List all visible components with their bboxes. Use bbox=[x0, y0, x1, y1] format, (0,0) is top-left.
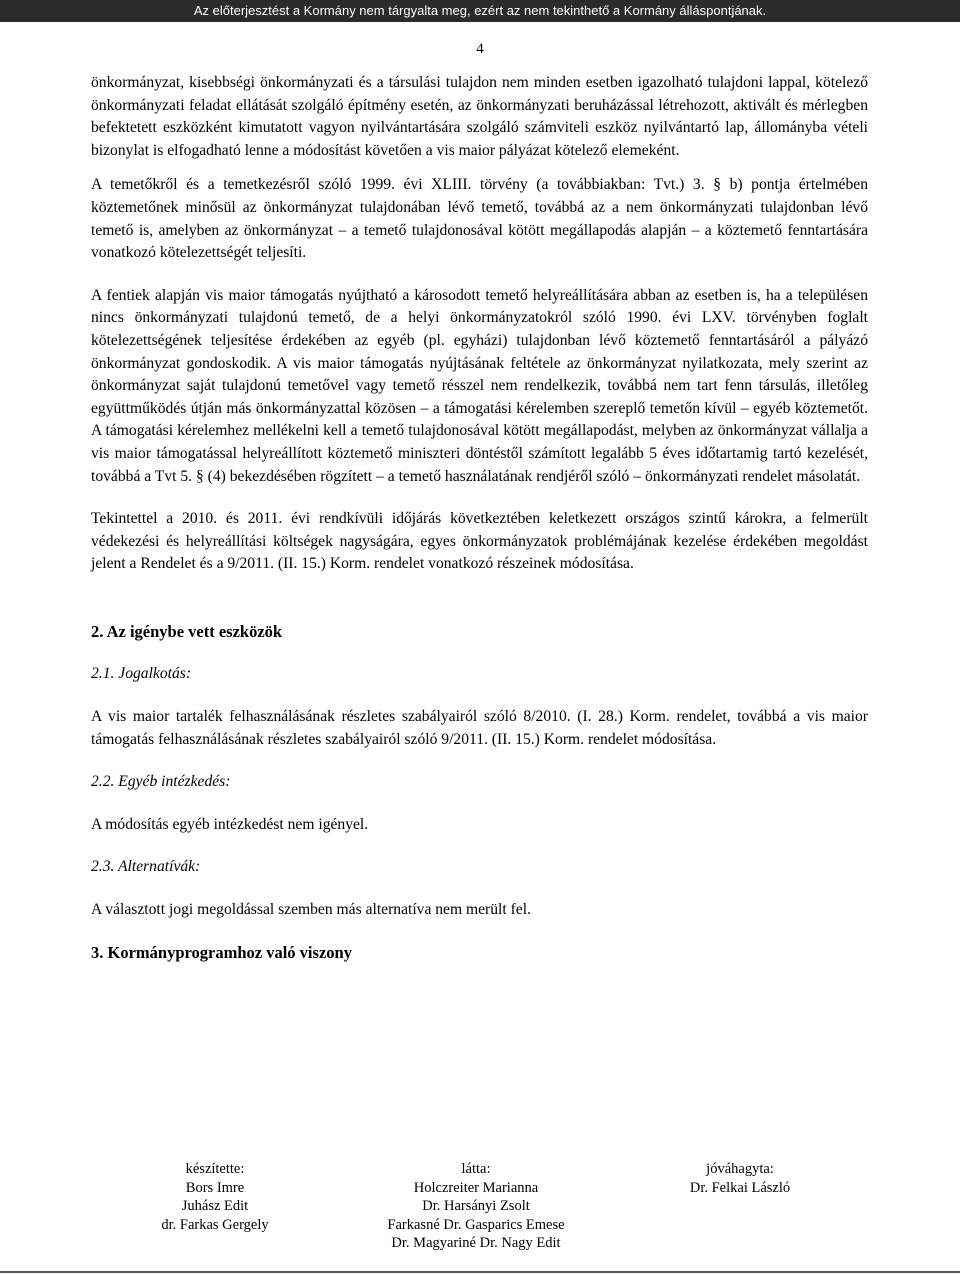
prepared-by-label: készítette: bbox=[185, 1161, 245, 1177]
seen-by-column bbox=[370, 1160, 582, 1253]
prepared-by-name: Juhász Edit bbox=[181, 1198, 249, 1214]
seen-by-name: Holczreiter Marianna bbox=[413, 1179, 539, 1196]
subsection-heading-2-3: 2.3. Alternatívák: bbox=[91, 858, 201, 876]
prepared-by-column bbox=[150, 1160, 280, 1234]
seen-by-name: Farkasné Dr. Gasparics Emese bbox=[387, 1216, 565, 1233]
paragraph-2: A temetőkről és a temetkezésről szóló 1999. évi XLIII. törvény (a továbbiakban: Tvt.) 3. § b) pontja értelmében köztemetőnek minősül az önkormányzat tulajdonában lévő temető, továbbá az a nem önkormányzati tulajdonban lévő temető is, amelyben az önkormányzat – a temető tulajdonosával kötött megállapodás alapján – a köztemető fenntartására vonatkozó kötelezettségét teljesíti. bbox=[91, 176, 868, 262]
seen-by-name: Dr. Harsányi Zsolt bbox=[422, 1198, 530, 1214]
paragraph-1: önkormányzat, kisebbségi önkormányzati és a társulási tulajdon nem minden esetben igazolható tulajdoni lappal, kötelező önkormányzati feladat ellátását szolgáló építmény esetén, az önkormányzati beruházással létrehozott, aktivált és mérlegben befektetett eszközként kimutatott vagyon nyilvántartására szolgáló számviteli eszköz nyilvántartó lap, állományba vételi bizonylat is elfogadható lenne a módosítást követően a vis maior pályázat kötelező elemeként. bbox=[91, 74, 868, 159]
section-heading-2: 2. Az igénybe vett eszközök bbox=[91, 621, 283, 641]
subsection-heading-2-2: 2.2. Egyéb intézkedés: bbox=[91, 773, 231, 791]
paragraph-7: A választott jogi megoldással szemben más alternatíva nem merült fel. bbox=[91, 901, 531, 919]
subsection-heading-2-1: 2.1. Jogalkotás: bbox=[91, 665, 192, 683]
seen-by-label: látta: bbox=[461, 1161, 491, 1177]
approved-by-column bbox=[665, 1160, 815, 1197]
prepared-by-name: dr. Farkas Gergely bbox=[161, 1216, 269, 1233]
prepared-by-name: Bors Imre bbox=[185, 1179, 245, 1196]
seen-by-name: Dr. Magyariné Dr. Nagy Edit bbox=[391, 1235, 561, 1251]
document-body bbox=[91, 72, 868, 964]
approved-by-name: Dr. Felkai László bbox=[689, 1179, 791, 1196]
paragraph-6: A módosítás egyéb intézkedést nem igényel. bbox=[91, 815, 369, 833]
paragraph-5: A vis maior tartalék felhasználásának részletes szabályairól szóló 8/2010. (I. 28.) Korm. rendelet, továbbá a vis maior támogatás felhasználásának részletes szabályairól szóló 9/2011. (II. 15.) Korm. rendelet módosítása. bbox=[91, 708, 868, 748]
bottom-divider bbox=[0, 1271, 960, 1273]
header-notice: Az előterjesztést a Kormány nem tárgyalta meg, ezért az nem tekinthető a Kormány álláspontjának. bbox=[193, 3, 767, 18]
page-number: 4 bbox=[476, 41, 484, 57]
section-heading-3: 3. Kormányprogramhoz való viszony bbox=[91, 942, 352, 962]
paragraph-4: Tekintettel a 2010. és 2011. évi rendkívüli időjárás következtében keletkezett országos szintű károkra, a felmerült védekezési és helyreállítási költségek nagyságára, egyes önkormányzatok problémájának kezelése érdekében megoldást jelent a Rendelet és a 9/2011. (II. 15.) Korm. rendelet vonatkozó részeinek módosítása. bbox=[91, 510, 868, 573]
signature-block bbox=[0, 1160, 960, 1250]
approved-by-label: jóváhagyta: bbox=[706, 1161, 774, 1177]
paragraph-3: A fentiek alapján vis maior támogatás nyújtható a károsodott temető helyreállítására abban az esetben is, ha a településen nincs önkormányzati tulajdonú temető, de a helyi önkormányzatokról szóló 1990. évi LXV. törvényben foglalt kötelezettségének teljesítése érdekében az egyéb (pl. egyházi) tulajdonban lévő köztemető fenntartásáról a pályázó önkormányzat gondoskodik. A vis maior támogatás nyújtásának feltétele az önkormányzat nyilatkozata, mely szerint az önkormányzat saját tulajdonú temetővel vagy temető résszel nem rendelkezik, továbbá nem tart fenn társulás, illetőleg együttműködés útján más önkormányzattal közösen – a támogatási kérelemben szereplő temetőn kívül – egyéb köztemetőt. A támogatási kérelemhez mellékelni kell a temető tulajdonosával kötött megállapodást, melyben az önkormányzat vállalja a vis maior támogatással helyreállított köztemető miniszteri döntéstől számított legalább 5 éves időtartamig tartó kezelését, továbbá a Tvt 5. § (4) bekezdésében rögzített – a temető használatának rendjéről szóló – önkormányzati rendelet másolatát. bbox=[91, 286, 868, 485]
header-bar bbox=[0, 0, 960, 22]
